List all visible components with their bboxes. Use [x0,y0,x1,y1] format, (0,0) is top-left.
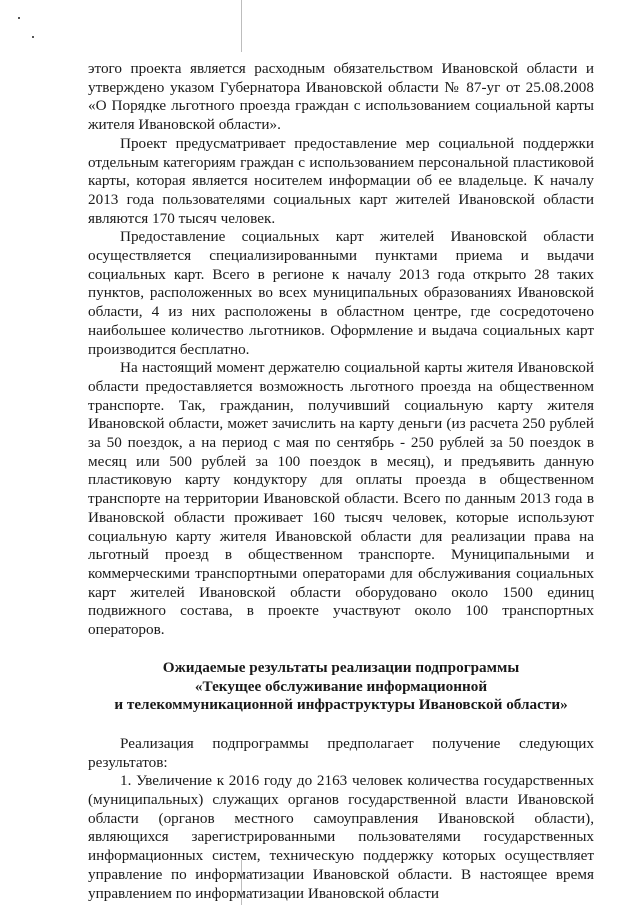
paragraph: этого проекта является расходным обязательством Ивановской области и утверждено указом Губернатора Ивановской области № 87-уг от 25.08.2008 «О Порядке льготного проезда граждан с использованием социальной карты жителя Ивановской области». [88,60,594,134]
paragraph: Проект предусматривает предоставление мер социальной поддержки отдельным категориям граждан с использованием персональной пластиковой карты, которая является носителем информации об ее владельце. К началу 2013 года пользователями социальных карт жителей Ивановской области являются 170 тысяч человек. [88,134,594,227]
scan-fold-line [241,0,242,52]
scan-dot [32,36,34,38]
document-page [88,60,594,903]
heading-line: Ожидаемые результаты реализации подпрограммы [162,658,520,676]
section-heading [88,659,594,715]
paragraph: Реализация подпрограммы предполагает получение следующих результатов: [88,734,594,771]
scan-dot [18,17,20,19]
paragraph: Предоставление социальных карт жителей Ивановской области осуществляется специализированными пунктами приема и выдачи социальных карт. Всего в регионе к началу 2013 года открыто 28 таких пунктов, расположенных во всех муниципальных образованиях Ивановской области, 4 из них расположены в областном центре, где сосредоточено наибольшее количество льготников. Оформление и выдача социальных карт производится бесплатно. [88,228,594,358]
heading-line: и телекоммуникационной инфраструктуры Ивановской области» [114,696,568,714]
paragraph: На настоящий момент держателю социальной карты жителя Ивановской области предоставляется возможность льготного проезда на общественном транспорте. Так, гражданин, получивший социальную карту жителя Ивановской области, может зачислить на карту деньги (из расчета 250 рублей за 50 поездок, а на период с мая по сентябрь - 250 рублей за 50 поездок в месяц или 500 рублей за 100 поездок в месяц), и предъявить данную пластиковую карту кондуктору для оплаты проезда в общественном транспорте на территории Ивановской области. Всего по данным 2013 года в Ивановской области проживает 160 тысяч человек, которые используют социальную карту жителя Ивановской области для реализации права на льготный проезд в общественном транспорте. Муниципальными и коммерческими транспортными операторами для обслуживания социальных карт жителей Ивановской области оборудовано около 1500 единиц подвижного состава, в проекте участвуют около 100 транспортных операторов. [88,359,594,639]
heading-line: «Текущее обслуживание информационной [194,677,488,695]
paragraph: 1. Увеличение к 2016 году до 2163 человек количества государственных (муниципальных) служащих органов государственной власти Ивановской области (органов местного самоуправления Ивановской области), являющихся зарегистрированными пользователями государственных информационных систем, техническую поддержку которых осуществляет управление по информатизации Ивановской области. В настоящее время управлением по информатизации Ивановской области [88,772,594,902]
